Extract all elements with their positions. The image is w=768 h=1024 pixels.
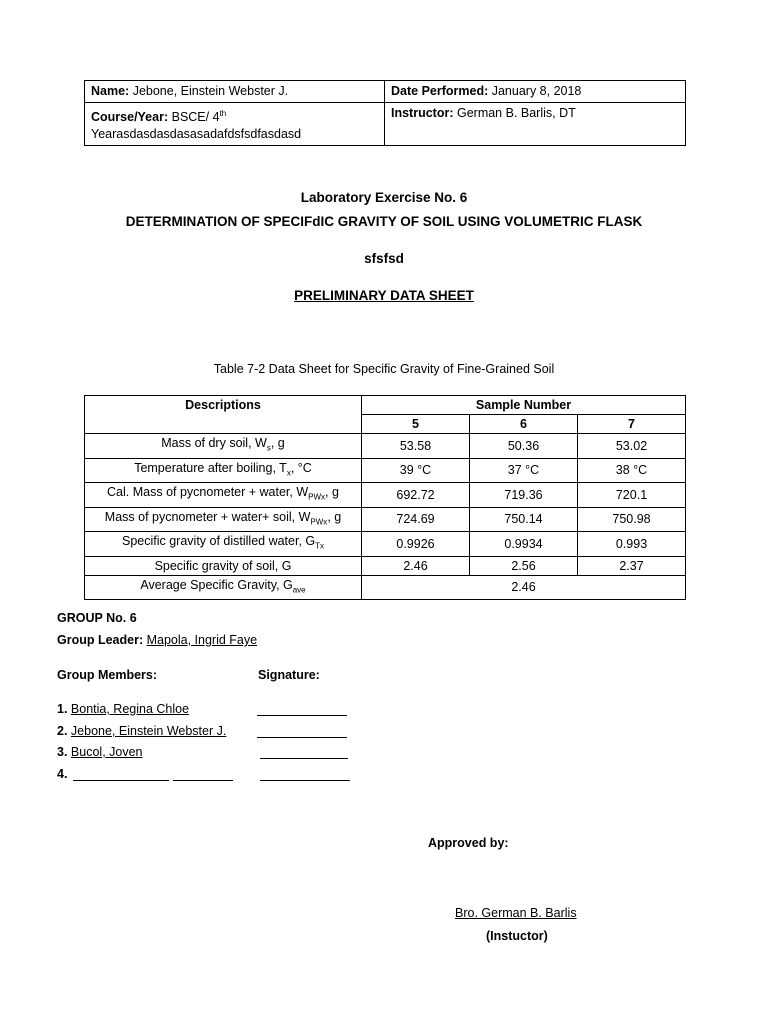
sheet-title: PRELIMINARY DATA SHEET xyxy=(294,288,474,303)
row-label-text: Mass of pycnometer + water+ soil, W xyxy=(104,509,311,524)
member-name-blank xyxy=(73,768,169,781)
descriptions-header: Descriptions xyxy=(85,396,362,434)
instructor-value: German B. Barlis, DT xyxy=(456,106,576,120)
member-line-2 xyxy=(57,724,226,738)
table-cell: 2.56 xyxy=(470,556,578,575)
table-cell: 692.72 xyxy=(362,483,470,508)
table-row xyxy=(85,532,686,557)
table-cell: 2.37 xyxy=(578,556,686,575)
table-cell: 750.14 xyxy=(470,507,578,532)
member-name: Bontia, Regina Chloe xyxy=(70,702,190,716)
table-row xyxy=(85,483,686,508)
member-number: 1. xyxy=(57,702,68,716)
group-number: GROUP No. 6 xyxy=(57,611,137,625)
member-number: 4. xyxy=(57,767,68,781)
row-label-text: Specific gravity of soil, G xyxy=(154,558,292,573)
table-cell: 0.9934 xyxy=(470,532,578,557)
table-row xyxy=(85,458,686,483)
name-label: Name: xyxy=(91,84,130,98)
instructor-cell xyxy=(385,103,686,146)
table-row-average xyxy=(85,575,686,600)
table-cell: 39 °C xyxy=(362,458,470,483)
course-label: Course/Year: xyxy=(91,110,169,125)
member-line-4 xyxy=(57,767,67,781)
member-name: Jebone, Einstein Webster J. xyxy=(70,724,227,738)
sample-col-3: 7 xyxy=(578,415,686,434)
date-cell xyxy=(385,81,686,103)
name-value: Jebone, Einstein Webster J. xyxy=(132,84,289,98)
row-label xyxy=(85,556,362,575)
average-label xyxy=(85,575,362,600)
table-cell: 0.9926 xyxy=(362,532,470,557)
approved-by-label: Approved by: xyxy=(428,836,509,850)
main-title: DETERMINATION OF SPECIFdIC GRAVITY OF SOIL USING VOLUMETRIC FLASK xyxy=(125,214,643,229)
sample-number-header: Sample Number xyxy=(362,396,686,415)
date-value: January 8, 2018 xyxy=(491,84,582,98)
instructor-label: Instructor: xyxy=(391,106,454,120)
row-label-tail: , g xyxy=(327,509,342,524)
course-value: BSCE/ 4 xyxy=(171,110,220,125)
table-cell: 719.36 xyxy=(470,483,578,508)
table-cell: 53.58 xyxy=(362,434,470,459)
specific-gravity-table xyxy=(84,395,686,600)
group-leader-name: Mapola, Ingrid Faye xyxy=(146,633,258,647)
exercise-title: Laboratory Exercise No. 6 xyxy=(300,190,468,205)
table-caption: Table 7-2 Data Sheet for Specific Gravity of Fine-Grained Soil xyxy=(213,362,555,376)
sample-col-1: 5 xyxy=(362,415,470,434)
group-leader-line xyxy=(57,633,257,647)
member-name: Bucol, Joven xyxy=(70,745,143,759)
row-label-sub: Tx xyxy=(315,541,325,551)
table-cell: 724.69 xyxy=(362,507,470,532)
row-label xyxy=(85,507,362,532)
extra-text: sfsfsd xyxy=(364,251,404,266)
signature-label: Signature: xyxy=(258,668,320,682)
row-label-text: Cal. Mass of pycnometer + water, W xyxy=(107,485,309,499)
member-line-1 xyxy=(57,702,189,716)
member-number: 2. xyxy=(57,724,68,738)
table-row xyxy=(85,556,686,575)
row-label xyxy=(85,458,362,483)
table-cell: 2.46 xyxy=(362,556,470,575)
table-row xyxy=(85,507,686,532)
row-label-sub: PWx xyxy=(308,492,326,502)
row-label xyxy=(85,434,362,459)
member-name-blank xyxy=(173,768,233,781)
signature-line xyxy=(257,703,347,716)
sample-col-2: 6 xyxy=(470,415,578,434)
group-members-label: Group Members: xyxy=(57,668,158,682)
group-leader-label: Group Leader: xyxy=(57,633,144,647)
row-label-sub: PWx xyxy=(310,517,328,526)
signature-line xyxy=(260,746,348,759)
table-cell: 750.98 xyxy=(578,507,686,532)
table-cell: 53.02 xyxy=(578,434,686,459)
table-cell: 720.1 xyxy=(578,483,686,508)
table-cell: 0.993 xyxy=(578,532,686,557)
row-label xyxy=(85,532,362,557)
row-label-sub: x xyxy=(286,468,291,477)
row-label-text: Temperature after boiling, T xyxy=(134,460,287,475)
member-line-3 xyxy=(57,745,143,759)
name-cell xyxy=(85,81,385,103)
row-label-tail: , g xyxy=(270,436,285,450)
row-label xyxy=(85,483,362,508)
average-label-sub: ave xyxy=(292,585,306,594)
row-label-tail: , g xyxy=(325,485,339,499)
course-continuation: Yearasdasdasdasasadafdsfsdfasdasd xyxy=(91,127,302,142)
table-cell: 50.36 xyxy=(470,434,578,459)
row-label-text: Specific gravity of distilled water, G xyxy=(121,534,316,548)
signature-line xyxy=(260,768,350,781)
signature-line xyxy=(257,725,347,738)
student-info-table xyxy=(84,80,686,146)
average-label-text: Average Specific Gravity, G xyxy=(140,577,293,592)
row-label-text: Mass of dry soil, W xyxy=(161,436,267,450)
approver-role: (Instuctor) xyxy=(486,929,548,943)
row-label-tail: , °C xyxy=(290,460,312,475)
table-row xyxy=(85,434,686,459)
approver-name: Bro. German B. Barlis xyxy=(455,906,577,920)
row-label-sub: s xyxy=(266,443,271,453)
table-cell: 38 °C xyxy=(578,458,686,483)
course-sup: th xyxy=(219,109,227,118)
member-number: 3. xyxy=(57,745,68,759)
average-value: 2.46 xyxy=(362,575,686,600)
table-cell: 37 °C xyxy=(470,458,578,483)
date-label: Date Performed: xyxy=(391,84,489,98)
course-cell xyxy=(85,103,385,146)
